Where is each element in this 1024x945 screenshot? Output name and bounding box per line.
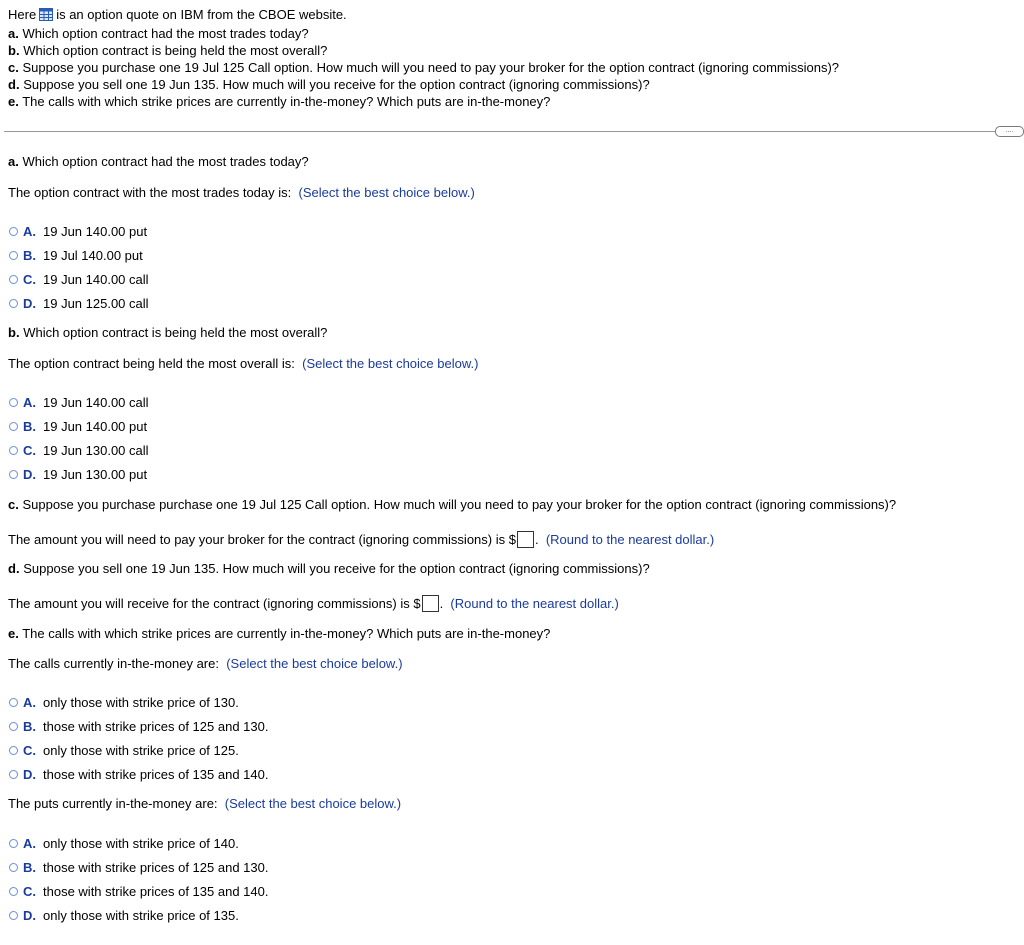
radio-icon[interactable] <box>9 770 18 779</box>
radio-icon[interactable] <box>9 398 18 407</box>
option-letter: C. <box>23 884 36 899</box>
option-letter: A. <box>23 395 36 410</box>
round-hint: (Round to the nearest dollar.) <box>545 532 715 547</box>
part-e-puts-option-a[interactable] <box>9 836 239 851</box>
part-e-calls-option-d[interactable] <box>9 767 268 782</box>
part-b-option-d[interactable] <box>9 467 147 482</box>
part-a-option-d[interactable] <box>9 296 149 311</box>
part-a-option-a[interactable] <box>9 224 147 239</box>
part-b-question <box>8 325 327 340</box>
question-text: The calls with which strike prices are currently in-the-money? Which puts are in-the-money? <box>22 626 551 641</box>
select-hint: (Select the best choice below.) <box>298 185 475 200</box>
intro-label: e. <box>8 94 19 109</box>
radio-icon[interactable] <box>9 839 18 848</box>
part-e-question <box>8 626 550 641</box>
option-letter: A. <box>23 836 36 851</box>
select-hint: (Select the best choice below.) <box>302 356 479 371</box>
intro-line-e <box>8 93 839 110</box>
option-text: only those with strike price of 135. <box>43 908 239 923</box>
option-letter: B. <box>23 860 36 875</box>
prompt-text: The calls currently in-the-money are: <box>8 656 219 671</box>
part-label: e. <box>8 626 19 641</box>
radio-icon[interactable] <box>9 251 18 260</box>
option-letter: D. <box>23 467 36 482</box>
part-e-puts-prompt <box>8 796 401 811</box>
option-letter: D. <box>23 908 36 923</box>
radio-icon[interactable] <box>9 722 18 731</box>
radio-icon[interactable] <box>9 698 18 707</box>
option-letter: C. <box>23 743 36 758</box>
option-text: those with strike prices of 135 and 140. <box>43 767 269 782</box>
part-a-option-c[interactable] <box>9 272 149 287</box>
intro-label: d. <box>8 77 20 92</box>
prompt-text: The amount you will receive for the contract (ignoring commissions) is $ <box>8 596 421 611</box>
answer-input[interactable] <box>517 531 534 548</box>
intro-text: Which option contract had the most trades today? <box>22 26 309 41</box>
radio-icon[interactable] <box>9 863 18 872</box>
option-letter: B. <box>23 419 36 434</box>
radio-icon[interactable] <box>9 746 18 755</box>
intro-line-d <box>8 76 839 93</box>
question-text: Which option contract had the most trades today? <box>22 154 309 169</box>
part-c-prompt <box>8 531 714 548</box>
intro-line-0 <box>8 6 839 25</box>
option-text: only those with strike price of 130. <box>43 695 239 710</box>
radio-icon[interactable] <box>9 887 18 896</box>
option-text: 19 Jun 140.00 call <box>43 272 149 287</box>
prompt-text: The option contract being held the most overall is: <box>8 356 295 371</box>
intro-text: Which option contract is being held the most overall? <box>23 43 328 58</box>
part-e-puts-option-b[interactable] <box>9 860 268 875</box>
part-a-option-b[interactable] <box>9 248 143 263</box>
round-hint: (Round to the nearest dollar.) <box>450 596 619 611</box>
part-b-prompt <box>8 356 478 371</box>
part-e-calls-option-b[interactable] <box>9 719 268 734</box>
intro-text: Suppose you purchase one 19 Jul 125 Call option. How much will you need to pay your broker for the option contract (ignoring commissions)? <box>22 60 840 75</box>
radio-icon[interactable] <box>9 446 18 455</box>
intro-line-a <box>8 25 839 42</box>
part-b-option-c[interactable] <box>9 443 149 458</box>
question-text: Which option contract is being held the most overall? <box>23 325 328 340</box>
answer-input[interactable] <box>422 595 439 612</box>
option-letter: C. <box>23 443 36 458</box>
intro-text: Suppose you sell one 19 Jun 135. How much will you receive for the option contract (ignoring commissions)? <box>23 77 650 92</box>
intro-line-b <box>8 42 839 59</box>
select-hint: (Select the best choice below.) <box>226 656 403 671</box>
option-letter: D. <box>23 767 36 782</box>
intro-prefix: Here <box>8 7 37 22</box>
option-text: 19 Jun 130.00 call <box>43 443 149 458</box>
part-c-question <box>8 497 896 512</box>
period-text: . <box>534 532 539 547</box>
option-letter: B. <box>23 248 36 263</box>
part-e-calls-option-c[interactable] <box>9 743 239 758</box>
part-e-puts-option-c[interactable] <box>9 884 268 899</box>
question-text: Suppose you sell one 19 Jun 135. How much will you receive for the option contract (ignoring commissions)? <box>23 561 650 576</box>
problem-intro <box>8 6 839 110</box>
intro-label: a. <box>8 26 19 41</box>
expand-more-button[interactable]: .... <box>995 126 1024 137</box>
intro-label: b. <box>8 43 20 58</box>
intro-label: c. <box>8 60 19 75</box>
option-text: 19 Jun 130.00 put <box>43 467 148 482</box>
part-b-option-b[interactable] <box>9 419 147 434</box>
option-text: 19 Jun 140.00 call <box>43 395 149 410</box>
select-hint: (Select the best choice below.) <box>224 796 402 811</box>
part-a-question <box>8 154 309 169</box>
option-letter: A. <box>23 224 36 239</box>
option-text: those with strike prices of 125 and 130. <box>43 719 269 734</box>
option-text: 19 Jun 140.00 put <box>43 224 148 239</box>
option-letter: C. <box>23 272 36 287</box>
radio-icon[interactable] <box>9 470 18 479</box>
part-a-prompt <box>8 185 475 200</box>
radio-icon[interactable] <box>9 911 18 920</box>
option-letter: B. <box>23 719 36 734</box>
option-text: those with strike prices of 125 and 130. <box>43 860 269 875</box>
radio-icon[interactable] <box>9 299 18 308</box>
part-label: d. <box>8 561 20 576</box>
part-label: a. <box>8 154 19 169</box>
option-text: 19 Jun 125.00 call <box>43 296 149 311</box>
option-text: those with strike prices of 135 and 140. <box>43 884 269 899</box>
part-d-question <box>8 561 650 576</box>
part-e-calls-option-a[interactable] <box>9 695 239 710</box>
data-table-icon[interactable] <box>39 8 53 25</box>
option-text: only those with strike price of 125. <box>43 743 239 758</box>
part-d-prompt <box>8 595 619 612</box>
option-letter: A. <box>23 695 36 710</box>
option-text: 19 Jul 140.00 put <box>43 248 143 263</box>
prompt-text: The amount you will need to pay your broker for the contract (ignoring commissions) is $ <box>8 532 516 547</box>
question-text: Suppose you purchase purchase one 19 Jul 125 Call option. How much will you need to pay your broker for the option contract (ignoring commissions)? <box>22 497 897 512</box>
part-e-puts-option-d[interactable] <box>9 908 239 923</box>
period-text: . <box>439 596 444 611</box>
option-text: 19 Jun 140.00 put <box>43 419 148 434</box>
intro-suffix: is an option quote on IBM from the CBOE website. <box>56 7 347 22</box>
intro-line-c <box>8 59 839 76</box>
radio-icon[interactable] <box>9 227 18 236</box>
intro-text: The calls with which strike prices are currently in-the-money? Which puts are in-the-money? <box>22 94 551 109</box>
part-b-option-a[interactable] <box>9 395 149 410</box>
part-label: c. <box>8 497 19 512</box>
part-e-calls-prompt <box>8 656 403 671</box>
prompt-text: The option contract with the most trades today is: <box>8 185 292 200</box>
option-letter: D. <box>23 296 36 311</box>
section-divider <box>4 131 1010 132</box>
radio-icon[interactable] <box>9 275 18 284</box>
option-text: only those with strike price of 140. <box>43 836 239 851</box>
radio-icon[interactable] <box>9 422 18 431</box>
prompt-text: The puts currently in-the-money are: <box>8 796 218 811</box>
part-label: b. <box>8 325 20 340</box>
